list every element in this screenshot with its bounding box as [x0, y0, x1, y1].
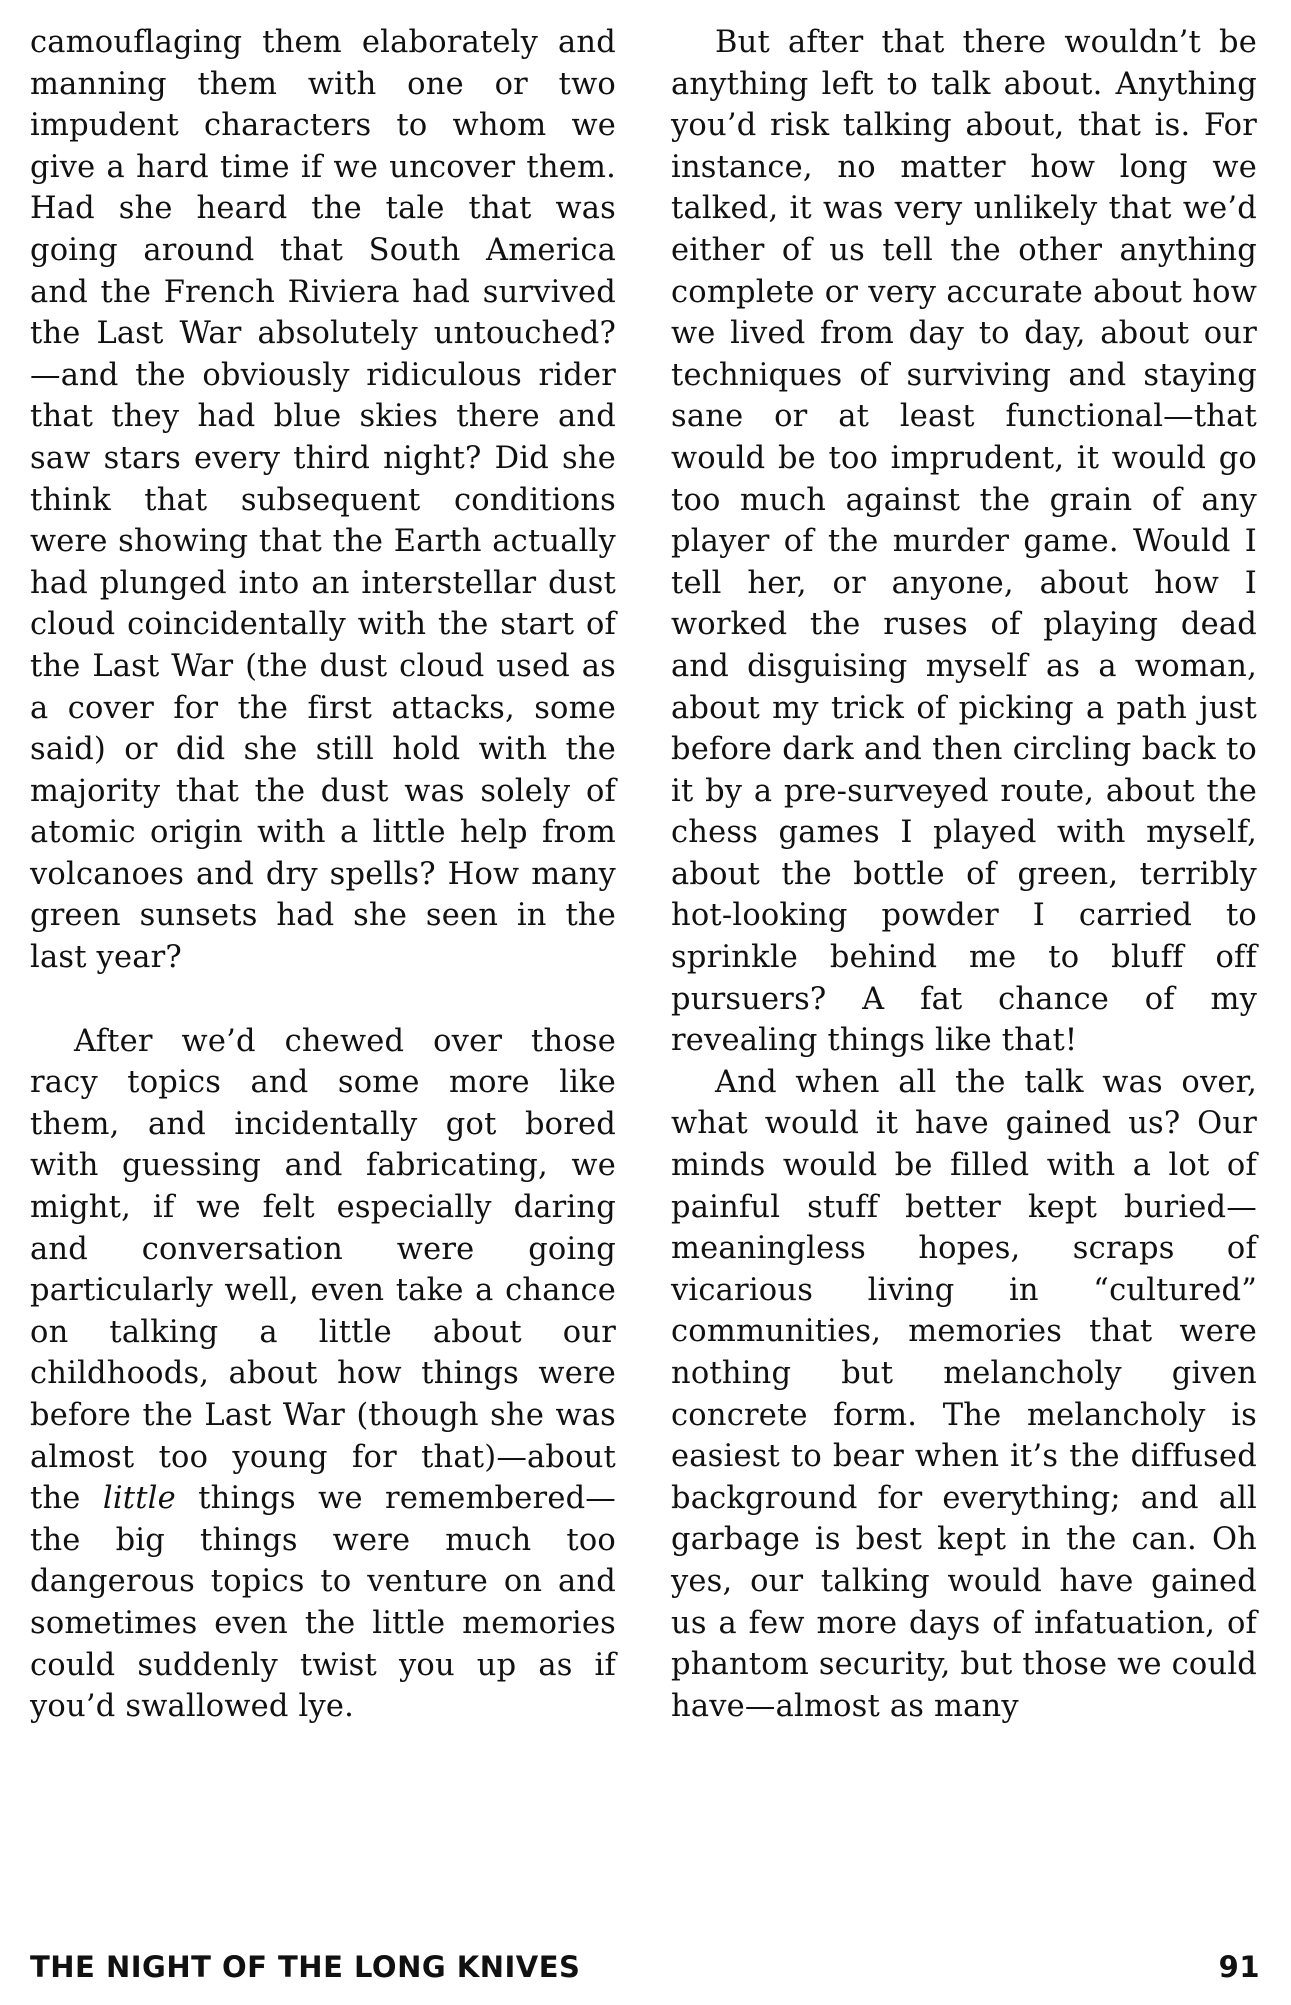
page-number: 91 — [1218, 1950, 1260, 1984]
paragraph: And when all the talk was over, what would it have gained us? Our minds would be filled with a lot of painful stuff better kept buried—meaningless hopes, scraps of vicarious living in “cultured” communities, memories that were nothing but melancholy given concrete form. The melancholy is easiest to bear when it’s the diffused background for everything; and all garbage is best kept in the can. Oh yes, our talking would have gained us a few more days of infatuation, of phantom security, but those we could have—almost as many — [671, 1064, 1258, 1724]
paragraph-text: After we’d chewed over those racy topics and some more like them, and incidentally got bored with guessing and fabricating, we might, if we felt especially daring and conversation were going particularly well, even take a chance on talking a little about our childhoods, about how things were before the Last War (though she was almost too young for that)—about the — [30, 1023, 616, 1517]
page-footer — [30, 1950, 1260, 1990]
running-title: THE NIGHT OF THE LONG KNIVES — [30, 1950, 581, 1984]
italic-emphasis: little — [102, 1481, 176, 1517]
paragraph: But after that there wouldn’t be anything left to talk about. Anything you’d risk talking about, that is. For instance, no matter how long we talked, it was very unlikely that we’d either of us tell the other anything complete or very accurate about how we lived from day to day, about our techniques of surviving and staying sane or at least functional—that would be too imprudent, it would go too much against the grain of any player of the murder game. Would I tell her, or anyone, about how I worked the ruses of playing dead and disguising myself as a woman, about my trick of picking a path just before dark and then circling back to it by a pre-surveyed route, about the chess games I played with myself, about the bottle of green, terribly hot-looking powder I carried to sprinkle behind me to bluff off pursuers? A fat chance of my revealing things like that! — [671, 25, 1257, 1059]
paragraph-continuation: camouflaging them elaborately and manning them with one or two impudent characters to whom we give a hard time if we uncover them. Had she heard the tale that was going around that South America and the French Riviera had survived the Last War absolutely untouched?—and the obviously ridiculous rider that they had blue skies there and saw stars every third night? Did she think that subsequent conditions were showing that the Earth actually had plunged into an interstellar dust cloud coincidentally with the start of the Last War (the dust cloud used as a cover for the first attacks, some said) or did she still hold with the majority that the dust was solely of atomic origin with a little help from volcanoes and dry spells? How many green sunsets had she seen in the last year? — [30, 25, 616, 976]
right-text-column — [671, 22, 1257, 1727]
paragraph-text: things we remembered—the big things were much too dangerous topics to venture on and sometimes even the little memories could suddenly twist you up as if you’d swallowed lye. — [30, 1481, 616, 1725]
paragraph — [30, 1021, 616, 1728]
left-text-column — [30, 22, 616, 1728]
